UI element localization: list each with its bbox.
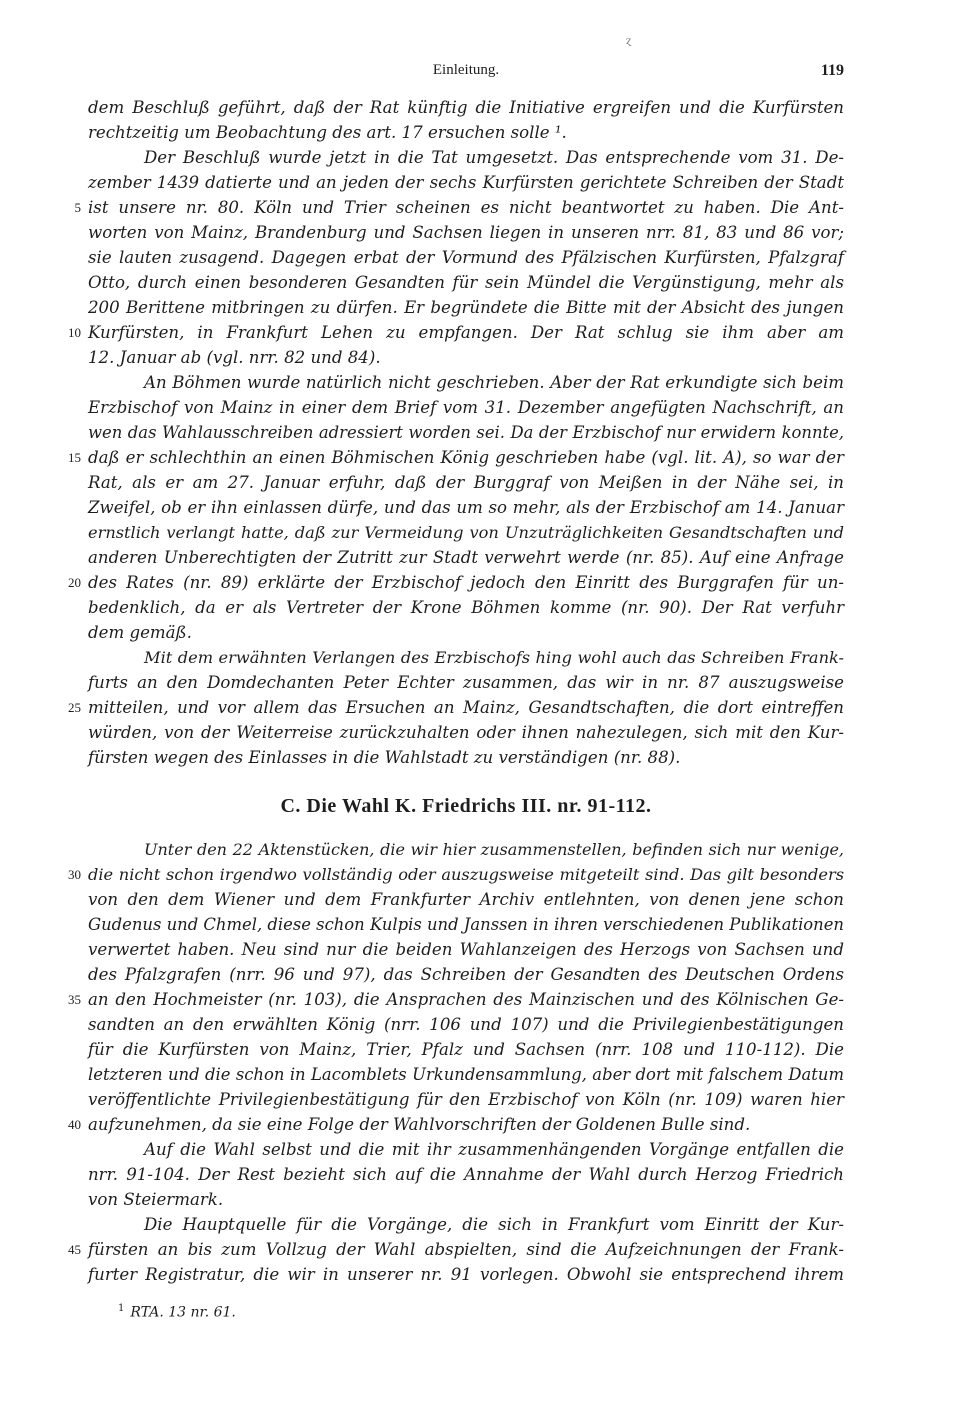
footnote-text: RTA. 13 nr. 61. (130, 1304, 236, 1321)
text-line: Kurfürsten, in Frankfurt Lehen zu empfangen. Der Rat schlug sie ihm aber am (88, 323, 844, 342)
text-line: fürsten an bis zum Vollzug der Wahl abspielten, sind die Aufzeichnungen der Frank- (88, 1240, 844, 1259)
margin-line-number: 40 (68, 1117, 81, 1132)
text-line: dem Beschluß geführt, daß der Rat künftig die Initiative ergreifen und die Kurfürsten (88, 98, 844, 117)
text-line: letzteren und die schon in Lacomblets Urkundensammlung, aber dort mit falschem Datum (88, 1065, 844, 1084)
text-line: sie lauten zusagend. Dagegen erbat der Vormund des Pfälzischen Kurfürsten, Pfalzgraf (88, 248, 844, 267)
text-line: anderen Unberechtigten der Zutritt zur Stadt verwehrt werde (nr. 85). Auf eine Anfrage (88, 548, 844, 567)
margin-line-number: 5 (74, 200, 81, 215)
text-line: 200 Berittene mitbringen zu dürfen. Er begründete die Bitte mit der Absicht des jungen (88, 298, 844, 317)
margin-line-number: 45 (68, 1242, 81, 1257)
text-line: nrr. 91-104. Der Rest bezieht sich auf die Annahme der Wahl durch Herzog Friedrich (88, 1165, 844, 1184)
text-line: mitteilen, und vor allem das Ersuchen an Mainz, Gesandtschaften, die dort eintreffen (88, 698, 844, 717)
text-line: die nicht schon irgendwo vollständig oder auszugsweise mitgeteilt sind. Das gilt besonders (88, 865, 844, 884)
text-line: von Steiermark. (88, 1190, 224, 1209)
section-heading: C. Die Wahl K. Friedrichs III. nr. 91-112. (280, 795, 652, 817)
text-line: veröffentlichte Privilegienbestätigung für den Erzbischof von Köln (nr. 109) waren hier (88, 1090, 844, 1109)
margin-line-number: 30 (68, 867, 81, 882)
page-number: 119 (820, 62, 844, 79)
text-line: daß er schlechthin an einen Böhmischen König geschrieben habe (vgl. lit. A), so war der (88, 448, 844, 467)
margin-line-number: 20 (68, 575, 81, 590)
text-line: sandten an den erwählten König (nrr. 106 und 107) und die Privilegienbestätigungen (88, 1015, 844, 1034)
text-line: ist unsere nr. 80. Köln und Trier scheinen es nicht beantwortet zu haben. Die Ant- (88, 198, 844, 217)
text-line: Gudenus und Chmel, diese schon Kulpis und Janssen in ihren verschiedenen Publikationen (88, 915, 844, 934)
text-line: Mit dem erwähnten Verlangen des Erzbischofs hing wohl auch das Schreiben Frank- (144, 648, 844, 667)
footnote-marker: 1 (118, 1303, 125, 1314)
footnote (118, 1298, 818, 1324)
text-line: bedenklich, da er als Vertreter der Krone Böhmen komme (nr. 90). Der Rat verfuhr (88, 598, 844, 617)
text-line: dem gemäß. (88, 623, 192, 642)
text-line: Zweifel, ob er ihn einlassen dürfe, und das um so mehr, als der Erzbischof am 14. Januar (88, 498, 844, 517)
text-line: Auf die Wahl selbst und die mit ihr zusammenhängenden Vorgänge entfallen die (144, 1140, 844, 1159)
text-line: zember 1439 datierte und an jeden der sechs Kurfürsten gerichtete Schreiben der Stadt (88, 173, 844, 192)
text-line: furts an den Domdechanten Peter Echter zusammen, das wir in nr. 87 auszugsweise (88, 673, 844, 692)
text-line: verwertet haben. Neu sind nur die beiden Wahlanzeigen des Herzogs von Sachsen und (88, 940, 844, 959)
text-line: furter Registratur, die wir in unserer nr. 91 vorlegen. Obwohl sie entsprechend ihrem (88, 1265, 844, 1284)
text-line: Der Beschluß wurde jetzt in die Tat umgesetzt. Das entsprechende vom 31. De- (144, 148, 844, 167)
text-line: Erzbischof von Mainz in einer dem Brief vom 31. Dezember angefügten Nachschrift, an (88, 398, 844, 417)
text-line: Die Hauptquelle für die Vorgänge, die sich in Frankfurt vom Einritt der Kur- (144, 1215, 844, 1234)
text-line: An Böhmen wurde natürlich nicht geschrieben. Aber der Rat erkundigte sich beim (144, 373, 844, 392)
text-line: rechtzeitig um Beobachtung des art. 17 ersuchen solle ¹. (88, 123, 567, 142)
text-line: an den Hochmeister (nr. 103), die Ansprachen des Mainzischen und des Kölnischen Ge- (88, 990, 844, 1009)
text-line: würden, von der Weiterreise zurückzuhalten oder ihnen nahezulegen, sich mit den Kur- (88, 723, 844, 742)
margin-line-number: 25 (68, 700, 81, 715)
text-line: von den dem Wiener und dem Frankfurter Archiv entlehnten, von denen jene schon (88, 890, 844, 909)
text-line: aufzunehmen, da sie eine Folge der Wahlvorschriften der Goldenen Bulle sind. (88, 1115, 751, 1134)
text-line: ernstlich verlangt hatte, daß zur Vermeidung von Unzuträglichkeiten Gesandtschaften und (88, 523, 844, 542)
margin-line-number: 10 (68, 325, 81, 340)
text-line: des Rates (nr. 89) erklärte der Erzbischof jedoch den Einritt des Burggrafen für un- (88, 573, 844, 592)
page-header (88, 62, 844, 84)
text-line: wen das Wahlausschreiben adressiert worden sei. Da der Erzbischof nur erwidern konnte, (88, 423, 844, 442)
stray-mark: ɀ (626, 36, 632, 47)
text-line: für die Kurfürsten von Mainz, Trier, Pfalz und Sachsen (nrr. 108 und 110-112). Die (88, 1040, 844, 1059)
text-line: Rat, als er am 27. Januar erfuhr, daß der Burggraf von Meißen in der Nähe sei, in (88, 473, 844, 492)
running-title: Einleitung. (432, 62, 500, 78)
text-line: des Pfalzgrafen (nrr. 96 und 97), das Schreiben der Gesandten des Deutschen Ordens (88, 965, 844, 984)
margin-line-number: 35 (68, 992, 81, 1007)
text-line: Otto, durch einen besonderen Gesandten für sein Mündel die Vergünstigung, mehr als (88, 273, 844, 292)
text-line: Unter den 22 Aktenstücken, die wir hier zusammenstellen, befinden sich nur wenige, (144, 840, 844, 859)
text-line: worten von Mainz, Brandenburg und Sachsen liegen in unseren nrr. 81, 83 und 86 vor; (88, 223, 844, 242)
text-line: fürsten wegen des Einlasses in die Wahlstadt zu verständigen (nr. 88). (88, 748, 681, 767)
text-line: 12. Januar ab (vgl. nrr. 82 und 84). (88, 348, 381, 367)
margin-line-number: 15 (68, 450, 81, 465)
